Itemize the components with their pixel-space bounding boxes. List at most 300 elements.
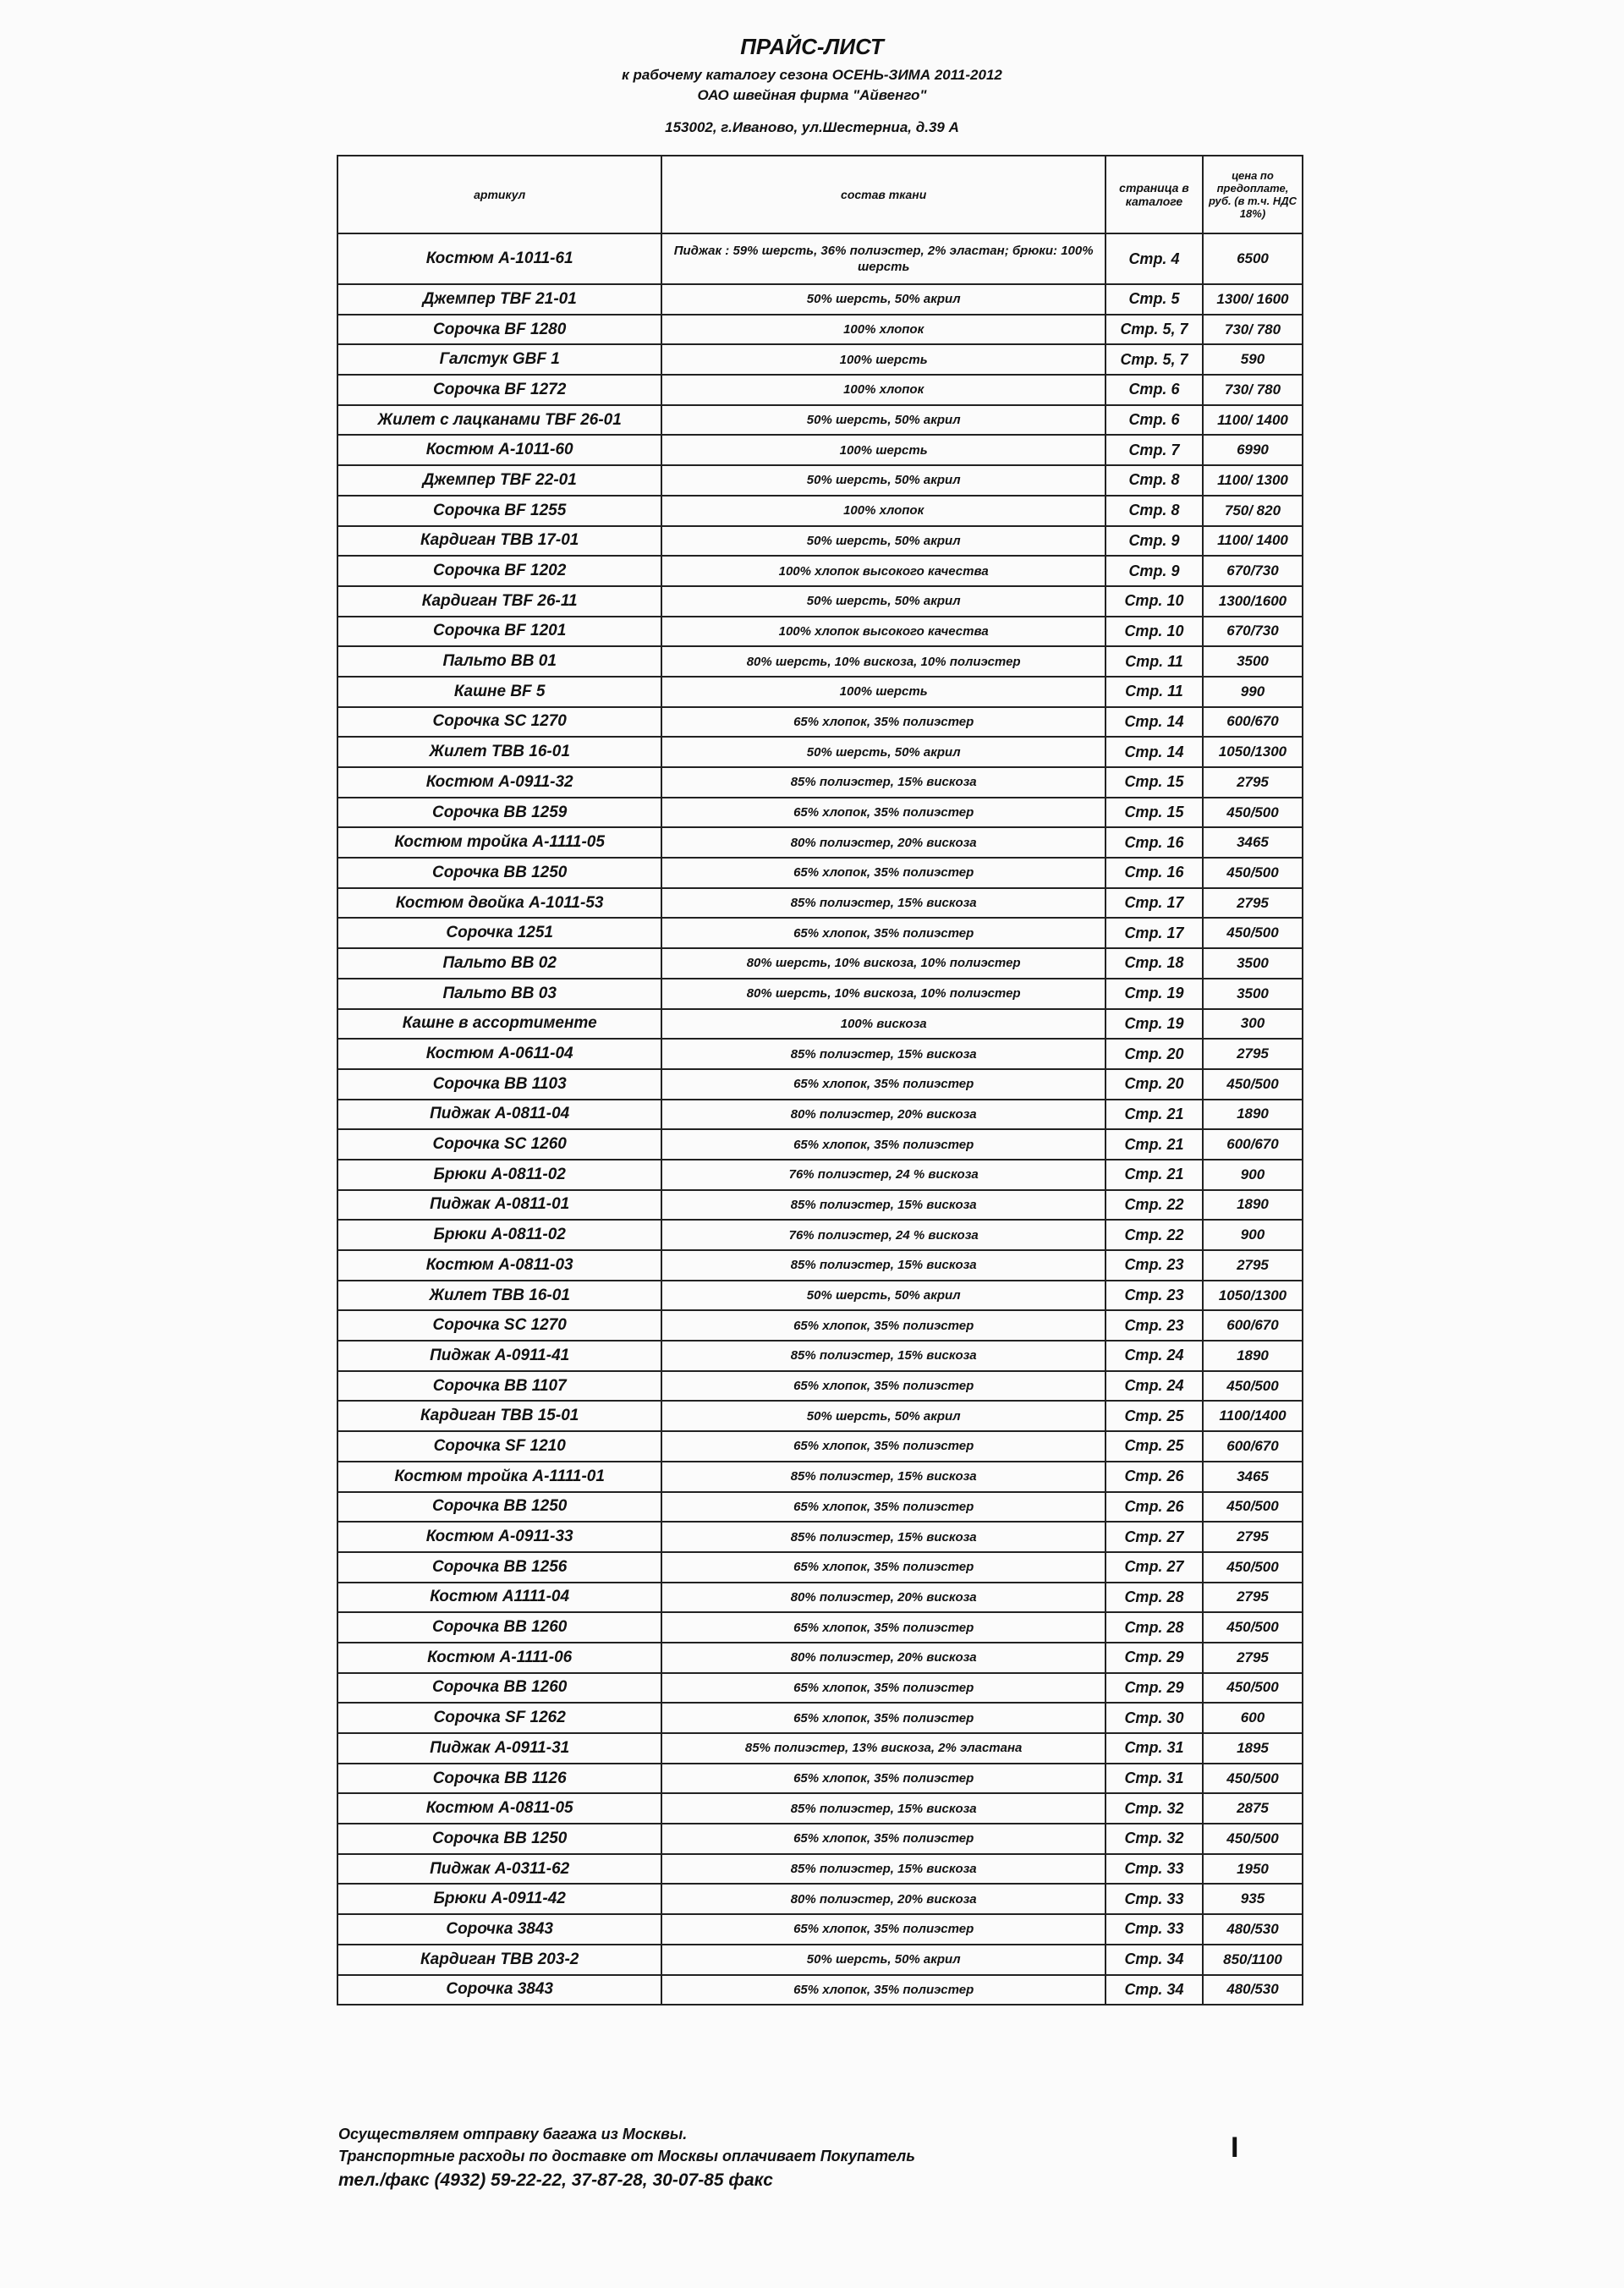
table-row <box>337 1643 1303 1673</box>
cell-article: Кардиган TBB 17-01 <box>337 526 661 557</box>
cell-page: Стр. 28 <box>1106 1583 1203 1613</box>
table-row <box>337 1009 1303 1040</box>
cell-page: Стр. 15 <box>1106 798 1203 828</box>
cell-page: Стр. 19 <box>1106 1009 1203 1040</box>
cell-price: 2795 <box>1203 1522 1303 1552</box>
table-row <box>337 1884 1303 1914</box>
table-row <box>337 888 1303 919</box>
cell-article: Пальто BB 01 <box>337 646 661 677</box>
cell-price: 6990 <box>1203 435 1303 465</box>
cell-composition: 50% шерсть, 50% акрил <box>661 586 1106 617</box>
column-header-page: страница в каталоге <box>1106 156 1203 233</box>
page-number: I <box>1231 2132 1239 2164</box>
cell-page: Стр. 25 <box>1106 1431 1203 1462</box>
cell-article: Сорочка BB 1260 <box>337 1673 661 1704</box>
table-row <box>337 1975 1303 2005</box>
cell-article: Сорочка BB 1260 <box>337 1612 661 1643</box>
cell-page: Стр. 6 <box>1106 405 1203 436</box>
table-row <box>337 827 1303 858</box>
cell-composition: 65% хлопок, 35% полиэстер <box>661 1371 1106 1402</box>
cell-article: Сорочка BB 1103 <box>337 1069 661 1100</box>
cell-composition: 50% шерсть, 50% акрил <box>661 405 1106 436</box>
cell-article: Сорочка BB 1250 <box>337 858 661 888</box>
table-row <box>337 1552 1303 1583</box>
cell-article: Сорочка SC 1260 <box>337 1129 661 1160</box>
cell-page: Стр. 15 <box>1106 767 1203 798</box>
cell-composition: 65% хлопок, 35% полиэстер <box>661 1310 1106 1341</box>
cell-article: Кардиган TBF 26-11 <box>337 586 661 617</box>
footer-phone: тел./факс (4932) 59-22-22, 37-87-28, 30-07-85 факс <box>338 2170 773 2190</box>
column-header-article: артикул <box>337 156 661 233</box>
cell-page: Стр. 23 <box>1106 1281 1203 1311</box>
cell-price: 1100/ 1300 <box>1203 465 1303 496</box>
cell-price: 1300/1600 <box>1203 586 1303 617</box>
cell-composition: 80% полиэстер, 20% вискоза <box>661 827 1106 858</box>
table-row <box>337 1190 1303 1221</box>
cell-composition: 80% полиэстер, 20% вискоза <box>661 1884 1106 1914</box>
cell-page: Стр. 8 <box>1106 465 1203 496</box>
cell-page: Стр. 23 <box>1106 1250 1203 1281</box>
cell-composition: 65% хлопок, 35% полиэстер <box>661 858 1106 888</box>
cell-article: Пиджак А-0811-01 <box>337 1190 661 1221</box>
cell-page: Стр. 22 <box>1106 1220 1203 1250</box>
cell-article: Пиджак А-0911-31 <box>337 1733 661 1764</box>
table-row <box>337 858 1303 888</box>
table-row <box>337 465 1303 496</box>
cell-composition: 50% шерсть, 50% акрил <box>661 1945 1106 1975</box>
cell-page: Стр. 29 <box>1106 1643 1203 1673</box>
cell-price: 450/500 <box>1203 1824 1303 1854</box>
cell-article: Сорочка BB 1126 <box>337 1764 661 1794</box>
cell-price: 450/500 <box>1203 1673 1303 1704</box>
cell-page: Стр. 33 <box>1106 1884 1203 1914</box>
table-row <box>337 1100 1303 1130</box>
table-row <box>337 1039 1303 1069</box>
cell-composition: 85% полиэстер, 13% вискоза, 2% эластана <box>661 1733 1106 1764</box>
cell-composition: 85% полиэстер, 15% вискоза <box>661 1854 1106 1885</box>
cell-page: Стр. 11 <box>1106 677 1203 707</box>
table-row <box>337 1431 1303 1462</box>
table-body <box>337 233 1303 2005</box>
cell-page: Стр. 24 <box>1106 1341 1203 1371</box>
table-row <box>337 344 1303 375</box>
table-row <box>337 1281 1303 1311</box>
table-row <box>337 233 1303 284</box>
cell-composition: 50% шерсть, 50% акрил <box>661 1281 1106 1311</box>
table-header-row <box>337 156 1303 233</box>
table-row <box>337 707 1303 738</box>
cell-article: Сорочка SF 1262 <box>337 1703 661 1733</box>
cell-article: Сорочка BB 1250 <box>337 1492 661 1523</box>
cell-composition: 50% шерсть, 50% акрил <box>661 737 1106 767</box>
document-title: ПРАЙС-ЛИСТ <box>740 34 884 59</box>
document-footer <box>338 2123 915 2191</box>
cell-price: 3500 <box>1203 948 1303 979</box>
table-row <box>337 1824 1303 1854</box>
cell-price: 450/500 <box>1203 798 1303 828</box>
cell-article: Костюм А-0911-33 <box>337 1522 661 1552</box>
cell-price: 600 <box>1203 1703 1303 1733</box>
cell-page: Стр. 9 <box>1106 556 1203 586</box>
price-table <box>337 155 1303 2005</box>
cell-price: 600/670 <box>1203 1431 1303 1462</box>
table-row <box>337 1310 1303 1341</box>
table-row <box>337 1854 1303 1885</box>
cell-price: 2795 <box>1203 1250 1303 1281</box>
cell-price: 730/ 780 <box>1203 375 1303 405</box>
table-row <box>337 1250 1303 1281</box>
cell-composition: 65% хлопок, 35% полиэстер <box>661 798 1106 828</box>
table-row <box>337 767 1303 798</box>
cell-price: 2795 <box>1203 767 1303 798</box>
company-name: ОАО швейная фирма "Айвенго" <box>697 87 927 103</box>
cell-article: Сорочка SC 1270 <box>337 1310 661 1341</box>
cell-price: 2795 <box>1203 1643 1303 1673</box>
table-row <box>337 1764 1303 1794</box>
table-row <box>337 1069 1303 1100</box>
cell-article: Кашне в ассортименте <box>337 1009 661 1040</box>
table-row <box>337 948 1303 979</box>
table-row <box>337 435 1303 465</box>
table-row <box>337 496 1303 526</box>
cell-article: Пальто BB 03 <box>337 979 661 1009</box>
cell-composition: 65% хлопок, 35% полиэстер <box>661 918 1106 948</box>
cell-composition: 65% хлопок, 35% полиэстер <box>661 1129 1106 1160</box>
cell-composition: 50% шерсть, 50% акрил <box>661 1401 1106 1431</box>
column-header-price: цена по предоплате, руб. (в т.ч. НДС 18%) <box>1203 156 1303 233</box>
cell-price: 450/500 <box>1203 1764 1303 1794</box>
cell-article: Костюм А-1111-06 <box>337 1643 661 1673</box>
cell-composition: 100% хлопок <box>661 496 1106 526</box>
cell-article: Сорочка 1251 <box>337 918 661 948</box>
cell-price: 3500 <box>1203 646 1303 677</box>
cell-page: Стр. 5 <box>1106 284 1203 315</box>
cell-article: Сорочка BF 1201 <box>337 617 661 647</box>
cell-price: 2875 <box>1203 1793 1303 1824</box>
cell-article: Сорочка SC 1270 <box>337 707 661 738</box>
cell-price: 6500 <box>1203 233 1303 284</box>
cell-composition: Пиджак : 59% шерсть, 36% полиэстер, 2% эластан; брюки: 100% шерсть <box>661 233 1106 284</box>
table-row <box>337 315 1303 345</box>
cell-article: Кашне BF 5 <box>337 677 661 707</box>
cell-page: Стр. 33 <box>1106 1854 1203 1885</box>
cell-page: Стр. 10 <box>1106 617 1203 647</box>
cell-composition: 100% шерсть <box>661 677 1106 707</box>
cell-page: Стр. 5, 7 <box>1106 344 1203 375</box>
table-row <box>337 1583 1303 1613</box>
cell-composition: 100% шерсть <box>661 435 1106 465</box>
cell-article: Сорочка BB 1107 <box>337 1371 661 1402</box>
cell-article: Костюм тройка А-1111-01 <box>337 1462 661 1492</box>
cell-article: Сорочка 3843 <box>337 1975 661 2005</box>
cell-article: Жилет с лацканами TBF 26-01 <box>337 405 661 436</box>
cell-price: 730/ 780 <box>1203 315 1303 345</box>
cell-price: 670/730 <box>1203 556 1303 586</box>
company-address: 153002, г.Иваново, ул.Шестерниа, д.39 А <box>665 119 959 135</box>
table-row <box>337 1522 1303 1552</box>
table-row <box>337 1160 1303 1190</box>
table-row <box>337 737 1303 767</box>
cell-price: 1890 <box>1203 1100 1303 1130</box>
cell-page: Стр. 17 <box>1106 888 1203 919</box>
cell-article: Костюм А-0611-04 <box>337 1039 661 1069</box>
cell-article: Сорочка BF 1202 <box>337 556 661 586</box>
cell-page: Стр. 7 <box>1106 435 1203 465</box>
cell-page: Стр. 14 <box>1106 707 1203 738</box>
table-row <box>337 918 1303 948</box>
cell-composition: 65% хлопок, 35% полиэстер <box>661 1673 1106 1704</box>
cell-page: Стр. 27 <box>1106 1522 1203 1552</box>
cell-page: Стр. 8 <box>1106 496 1203 526</box>
cell-price: 1300/ 1600 <box>1203 284 1303 315</box>
cell-article: Костюм А-0811-05 <box>337 1793 661 1824</box>
table-row <box>337 617 1303 647</box>
cell-price: 1890 <box>1203 1341 1303 1371</box>
cell-article: Пиджак А-0311-62 <box>337 1854 661 1885</box>
cell-composition: 80% полиэстер, 20% вискоза <box>661 1643 1106 1673</box>
cell-page: Стр. 17 <box>1106 918 1203 948</box>
table-row <box>337 798 1303 828</box>
table-row <box>337 526 1303 557</box>
cell-composition: 65% хлопок, 35% полиэстер <box>661 1552 1106 1583</box>
cell-article: Костюм А-0811-03 <box>337 1250 661 1281</box>
cell-composition: 85% полиэстер, 15% вискоза <box>661 1341 1106 1371</box>
cell-article: Костюм А1111-04 <box>337 1583 661 1613</box>
cell-composition: 76% полиэстер, 24 % вискоза <box>661 1220 1106 1250</box>
cell-price: 750/ 820 <box>1203 496 1303 526</box>
cell-composition: 80% полиэстер, 20% вискоза <box>661 1583 1106 1613</box>
table-row <box>337 1793 1303 1824</box>
cell-page: Стр. 4 <box>1106 233 1203 284</box>
table-row <box>337 1945 1303 1975</box>
cell-price: 450/500 <box>1203 1492 1303 1523</box>
cell-page: Стр. 20 <box>1106 1039 1203 1069</box>
cell-page: Стр. 20 <box>1106 1069 1203 1100</box>
cell-price: 450/500 <box>1203 858 1303 888</box>
cell-composition: 65% хлопок, 35% полиэстер <box>661 707 1106 738</box>
cell-article: Костюм А-1011-60 <box>337 435 661 465</box>
cell-article: Сорочка 3843 <box>337 1914 661 1945</box>
cell-price: 2795 <box>1203 1039 1303 1069</box>
footer-shipping-note: Осуществляем отправку багажа из Москвы. <box>338 2126 688 2143</box>
cell-price: 1050/1300 <box>1203 1281 1303 1311</box>
table-row <box>337 979 1303 1009</box>
table-row <box>337 1492 1303 1523</box>
cell-article: Жилет TBB 16-01 <box>337 737 661 767</box>
cell-page: Стр. 29 <box>1106 1673 1203 1704</box>
cell-composition: 65% хлопок, 35% полиэстер <box>661 1431 1106 1462</box>
cell-composition: 85% полиэстер, 15% вискоза <box>661 888 1106 919</box>
cell-composition: 100% хлопок <box>661 375 1106 405</box>
cell-composition: 100% хлопок высокого качества <box>661 617 1106 647</box>
cell-composition: 50% шерсть, 50% акрил <box>661 465 1106 496</box>
cell-article: Сорочка BF 1280 <box>337 315 661 345</box>
cell-price: 1050/1300 <box>1203 737 1303 767</box>
cell-article: Брюки А-0811-02 <box>337 1220 661 1250</box>
cell-article: Брюки А-0911-42 <box>337 1884 661 1914</box>
cell-page: Стр. 19 <box>1106 979 1203 1009</box>
cell-article: Сорочка SF 1210 <box>337 1431 661 1462</box>
cell-composition: 65% хлопок, 35% полиэстер <box>661 1975 1106 2005</box>
cell-article: Костюм двойка А-1011-53 <box>337 888 661 919</box>
cell-composition: 100% вискоза <box>661 1009 1106 1040</box>
table-row <box>337 284 1303 315</box>
cell-price: 590 <box>1203 344 1303 375</box>
table-row <box>337 1401 1303 1431</box>
table-row <box>337 677 1303 707</box>
cell-page: Стр. 31 <box>1106 1733 1203 1764</box>
cell-page: Стр. 32 <box>1106 1793 1203 1824</box>
cell-composition: 65% хлопок, 35% полиэстер <box>661 1703 1106 1733</box>
cell-page: Стр. 22 <box>1106 1190 1203 1221</box>
table-row <box>337 1220 1303 1250</box>
cell-article: Костюм А-0911-32 <box>337 767 661 798</box>
cell-page: Стр. 34 <box>1106 1975 1203 2005</box>
table-row <box>337 1914 1303 1945</box>
cell-page: Стр. 6 <box>1106 375 1203 405</box>
cell-page: Стр. 24 <box>1106 1371 1203 1402</box>
cell-price: 1100/1400 <box>1203 1401 1303 1431</box>
cell-article: Кардиган TBB 15-01 <box>337 1401 661 1431</box>
cell-price: 600/670 <box>1203 707 1303 738</box>
cell-page: Стр. 16 <box>1106 827 1203 858</box>
table-row <box>337 375 1303 405</box>
cell-page: Стр. 21 <box>1106 1160 1203 1190</box>
cell-page: Стр. 26 <box>1106 1492 1203 1523</box>
cell-article: Костюм А-1011-61 <box>337 233 661 284</box>
cell-page: Стр. 21 <box>1106 1129 1203 1160</box>
cell-article: Сорочка BB 1250 <box>337 1824 661 1854</box>
cell-composition: 65% хлопок, 35% полиэстер <box>661 1764 1106 1794</box>
cell-page: Стр. 16 <box>1106 858 1203 888</box>
cell-price: 480/530 <box>1203 1975 1303 2005</box>
cell-page: Стр. 28 <box>1106 1612 1203 1643</box>
cell-page: Стр. 26 <box>1106 1462 1203 1492</box>
cell-page: Стр. 14 <box>1106 737 1203 767</box>
cell-composition: 65% хлопок, 35% полиэстер <box>661 1824 1106 1854</box>
table-row <box>337 1703 1303 1733</box>
cell-composition: 80% шерсть, 10% вискоза, 10% полиэстер <box>661 979 1106 1009</box>
cell-page: Стр. 31 <box>1106 1764 1203 1794</box>
cell-article: Сорочка BF 1255 <box>337 496 661 526</box>
cell-price: 450/500 <box>1203 918 1303 948</box>
cell-page: Стр. 5, 7 <box>1106 315 1203 345</box>
cell-article: Джемпер TBF 21-01 <box>337 284 661 315</box>
cell-article: Костюм тройка А-1111-05 <box>337 827 661 858</box>
cell-article: Сорочка BB 1259 <box>337 798 661 828</box>
table-row <box>337 405 1303 436</box>
table-row <box>337 586 1303 617</box>
table-row <box>337 1371 1303 1402</box>
table-row <box>337 1129 1303 1160</box>
cell-price: 600/670 <box>1203 1310 1303 1341</box>
cell-article: Сорочка BF 1272 <box>337 375 661 405</box>
cell-article: Пиджак А-0811-04 <box>337 1100 661 1130</box>
cell-composition: 85% полиэстер, 15% вискоза <box>661 1250 1106 1281</box>
cell-price: 990 <box>1203 677 1303 707</box>
table-row <box>337 556 1303 586</box>
cell-composition: 85% полиэстер, 15% вискоза <box>661 1190 1106 1221</box>
cell-price: 900 <box>1203 1160 1303 1190</box>
cell-price: 3465 <box>1203 827 1303 858</box>
document-header <box>0 34 1624 136</box>
cell-composition: 85% полиэстер, 15% вискоза <box>661 1462 1106 1492</box>
cell-price: 1895 <box>1203 1733 1303 1764</box>
cell-composition: 65% хлопок, 35% полиэстер <box>661 1914 1106 1945</box>
cell-page: Стр. 21 <box>1106 1100 1203 1130</box>
cell-article: Пальто BB 02 <box>337 948 661 979</box>
catalog-subtitle: к рабочему каталогу сезона ОСЕНЬ-ЗИМА 2011-2012 <box>622 67 1002 83</box>
table-row <box>337 1733 1303 1764</box>
cell-composition: 50% шерсть, 50% акрил <box>661 526 1106 557</box>
cell-composition: 85% полиэстер, 15% вискоза <box>661 1039 1106 1069</box>
cell-price: 450/500 <box>1203 1612 1303 1643</box>
cell-price: 1100/ 1400 <box>1203 405 1303 436</box>
cell-page: Стр. 25 <box>1106 1401 1203 1431</box>
column-header-composition: состав ткани <box>661 156 1106 233</box>
cell-price: 450/500 <box>1203 1069 1303 1100</box>
cell-price: 3500 <box>1203 979 1303 1009</box>
cell-composition: 100% хлопок высокого качества <box>661 556 1106 586</box>
cell-composition: 76% полиэстер, 24 % вискоза <box>661 1160 1106 1190</box>
table-row <box>337 1341 1303 1371</box>
cell-article: Джемпер TBF 22-01 <box>337 465 661 496</box>
table-row <box>337 1612 1303 1643</box>
cell-price: 600/670 <box>1203 1129 1303 1160</box>
cell-price: 670/730 <box>1203 617 1303 647</box>
footer-transport-note: Транспортные расходы по доставке от Москвы оплачивает Покупатель <box>338 2148 915 2165</box>
cell-price: 300 <box>1203 1009 1303 1040</box>
cell-article: Жилет TBB 16-01 <box>337 1281 661 1311</box>
cell-composition: 100% шерсть <box>661 344 1106 375</box>
cell-page: Стр. 23 <box>1106 1310 1203 1341</box>
cell-page: Стр. 9 <box>1106 526 1203 557</box>
cell-composition: 80% шерсть, 10% вискоза, 10% полиэстер <box>661 646 1106 677</box>
cell-composition: 100% хлопок <box>661 315 1106 345</box>
table-row <box>337 1673 1303 1704</box>
cell-page: Стр. 18 <box>1106 948 1203 979</box>
cell-composition: 65% хлопок, 35% полиэстер <box>661 1492 1106 1523</box>
cell-article: Брюки А-0811-02 <box>337 1160 661 1190</box>
cell-composition: 85% полиэстер, 15% вискоза <box>661 767 1106 798</box>
cell-price: 480/530 <box>1203 1914 1303 1945</box>
cell-price: 2795 <box>1203 888 1303 919</box>
cell-price: 850/1100 <box>1203 1945 1303 1975</box>
cell-composition: 65% хлопок, 35% полиэстер <box>661 1069 1106 1100</box>
cell-page: Стр. 10 <box>1106 586 1203 617</box>
cell-article: Сорочка BB 1256 <box>337 1552 661 1583</box>
cell-price: 2795 <box>1203 1583 1303 1613</box>
cell-price: 900 <box>1203 1220 1303 1250</box>
table-row <box>337 646 1303 677</box>
cell-article: Кардиган TBB 203-2 <box>337 1945 661 1975</box>
cell-composition: 85% полиэстер, 15% вискоза <box>661 1522 1106 1552</box>
cell-composition: 80% шерсть, 10% вискоза, 10% полиэстер <box>661 948 1106 979</box>
cell-page: Стр. 30 <box>1106 1703 1203 1733</box>
cell-composition: 50% шерсть, 50% акрил <box>661 284 1106 315</box>
cell-price: 3465 <box>1203 1462 1303 1492</box>
cell-page: Стр. 32 <box>1106 1824 1203 1854</box>
cell-price: 1890 <box>1203 1190 1303 1221</box>
cell-page: Стр. 33 <box>1106 1914 1203 1945</box>
cell-price: 935 <box>1203 1884 1303 1914</box>
cell-price: 450/500 <box>1203 1552 1303 1583</box>
cell-article: Пиджак А-0911-41 <box>337 1341 661 1371</box>
cell-composition: 80% полиэстер, 20% вискоза <box>661 1100 1106 1130</box>
cell-page: Стр. 34 <box>1106 1945 1203 1975</box>
table-row <box>337 1462 1303 1492</box>
cell-composition: 65% хлопок, 35% полиэстер <box>661 1612 1106 1643</box>
